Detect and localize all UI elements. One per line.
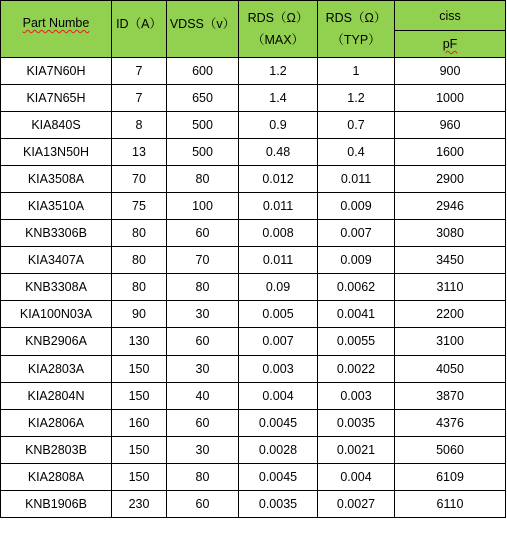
cell-part-number: KIA2803A [1,355,112,382]
cell-rds-typ: 0.004 [318,463,395,490]
cell-rds-typ: 1 [318,58,395,85]
cell-id: 80 [112,247,167,274]
header-part-number [1,1,112,58]
cell-rds-typ: 0.0041 [318,301,395,328]
cell-id: 80 [112,274,167,301]
cell-id: 7 [112,58,167,85]
cell-rds-max: 0.004 [239,382,318,409]
cell-id: 150 [112,436,167,463]
table-row [1,490,506,517]
cell-rds-typ: 0.0055 [318,328,395,355]
cell-id: 90 [112,301,167,328]
table-header [1,1,506,58]
table-row [1,85,506,112]
cell-rds-typ: 0.011 [318,166,395,193]
cell-rds-typ: 0.0027 [318,490,395,517]
cell-vdss: 500 [167,112,239,139]
cell-rds-max: 1.4 [239,85,318,112]
cell-part-number: KNB2906A [1,328,112,355]
cell-rds-typ: 0.7 [318,112,395,139]
cell-rds-typ: 0.0062 [318,274,395,301]
cell-ciss: 2200 [395,301,506,328]
cell-vdss: 80 [167,166,239,193]
cell-rds-max: 0.0028 [239,436,318,463]
table-row [1,355,506,382]
cell-part-number: KIA2804N [1,382,112,409]
cell-ciss: 3080 [395,220,506,247]
header-part-number-label: Part Numbe [22,16,90,30]
cell-rds-max: 0.007 [239,328,318,355]
header-ciss-label: ciss [439,8,461,23]
cell-rds-max: 0.9 [239,112,318,139]
cell-rds-max: 0.48 [239,139,318,166]
cell-part-number: KIA100N03A [1,301,112,328]
cell-part-number: KNB1906B [1,490,112,517]
table-row [1,382,506,409]
cell-id: 70 [112,166,167,193]
table-row [1,193,506,220]
cell-rds-typ: 0.007 [318,220,395,247]
header-vdss [167,1,239,58]
cell-vdss: 600 [167,58,239,85]
table-row [1,301,506,328]
cell-vdss: 70 [167,247,239,274]
cell-vdss: 60 [167,490,239,517]
cell-part-number: KIA2808A [1,463,112,490]
header-rds-max-label: RDS（Ω） [247,11,309,25]
cell-id: 8 [112,112,167,139]
header-ciss [395,1,506,31]
cell-part-number: KNB2803B [1,436,112,463]
table-row [1,139,506,166]
cell-ciss: 3450 [395,247,506,274]
cell-vdss: 30 [167,301,239,328]
cell-vdss: 80 [167,463,239,490]
cell-part-number: KIA3510A [1,193,112,220]
cell-rds-typ: 0.0035 [318,409,395,436]
header-rds-max-sublabel: （MAX） [251,33,305,47]
table-row [1,436,506,463]
cell-vdss: 650 [167,85,239,112]
cell-rds-max: 1.2 [239,58,318,85]
table-row [1,274,506,301]
cell-id: 80 [112,220,167,247]
table-row [1,463,506,490]
cell-part-number: KIA840S [1,112,112,139]
table-row [1,166,506,193]
header-rds-max [239,1,318,58]
header-id-label: ID（A） [116,17,162,31]
table-row [1,220,506,247]
cell-ciss: 2946 [395,193,506,220]
cell-rds-max: 0.0045 [239,409,318,436]
cell-id: 150 [112,355,167,382]
cell-rds-typ: 0.4 [318,139,395,166]
cell-id: 130 [112,328,167,355]
cell-vdss: 60 [167,328,239,355]
table-row [1,58,506,85]
cell-ciss: 5060 [395,436,506,463]
cell-rds-max: 0.008 [239,220,318,247]
cell-rds-max: 0.09 [239,274,318,301]
header-row-top [1,1,506,31]
cell-part-number: KNB3308A [1,274,112,301]
cell-id: 150 [112,382,167,409]
cell-vdss: 40 [167,382,239,409]
table-body [1,58,506,518]
cell-vdss: 30 [167,355,239,382]
cell-rds-typ: 0.009 [318,193,395,220]
header-rds-typ [318,1,395,58]
cell-vdss: 500 [167,139,239,166]
cell-ciss: 3870 [395,382,506,409]
cell-part-number: KNB3306B [1,220,112,247]
cell-id: 13 [112,139,167,166]
table-row [1,112,506,139]
header-rds-typ-label: RDS（Ω） [325,11,387,25]
header-ciss-unit [395,31,506,58]
cell-ciss: 3110 [395,274,506,301]
cell-part-number: KIA13N50H [1,139,112,166]
cell-rds-max: 0.0045 [239,463,318,490]
cell-ciss: 1600 [395,139,506,166]
header-rds-typ-sublabel: （TYP） [331,33,381,47]
cell-id: 230 [112,490,167,517]
cell-vdss: 60 [167,220,239,247]
header-id [112,1,167,58]
cell-ciss: 4376 [395,409,506,436]
cell-rds-typ: 0.009 [318,247,395,274]
cell-ciss: 6109 [395,463,506,490]
cell-rds-max: 0.005 [239,301,318,328]
table-row [1,328,506,355]
cell-rds-max: 0.003 [239,355,318,382]
cell-vdss: 100 [167,193,239,220]
cell-ciss: 960 [395,112,506,139]
cell-ciss: 3100 [395,328,506,355]
cell-id: 7 [112,85,167,112]
cell-part-number: KIA7N60H [1,58,112,85]
cell-part-number: KIA2806A [1,409,112,436]
cell-vdss: 80 [167,274,239,301]
cell-rds-typ: 0.0022 [318,355,395,382]
cell-part-number: KIA3407A [1,247,112,274]
cell-rds-max: 0.0035 [239,490,318,517]
header-ciss-unit-label: pF [442,37,458,51]
cell-rds-typ: 0.0021 [318,436,395,463]
cell-rds-max: 0.012 [239,166,318,193]
cell-part-number: KIA3508A [1,166,112,193]
cell-id: 75 [112,193,167,220]
header-vdss-label: VDSS（v） [169,17,236,31]
cell-ciss: 6110 [395,490,506,517]
cell-rds-typ: 0.003 [318,382,395,409]
cell-part-number: KIA7N65H [1,85,112,112]
table-row [1,247,506,274]
cell-rds-typ: 1.2 [318,85,395,112]
cell-ciss: 900 [395,58,506,85]
cell-ciss: 2900 [395,166,506,193]
table-row [1,409,506,436]
cell-id: 160 [112,409,167,436]
cell-rds-max: 0.011 [239,193,318,220]
cell-ciss: 1000 [395,85,506,112]
cell-ciss: 4050 [395,355,506,382]
cell-rds-max: 0.011 [239,247,318,274]
cell-vdss: 60 [167,409,239,436]
cell-id: 150 [112,463,167,490]
cell-vdss: 30 [167,436,239,463]
